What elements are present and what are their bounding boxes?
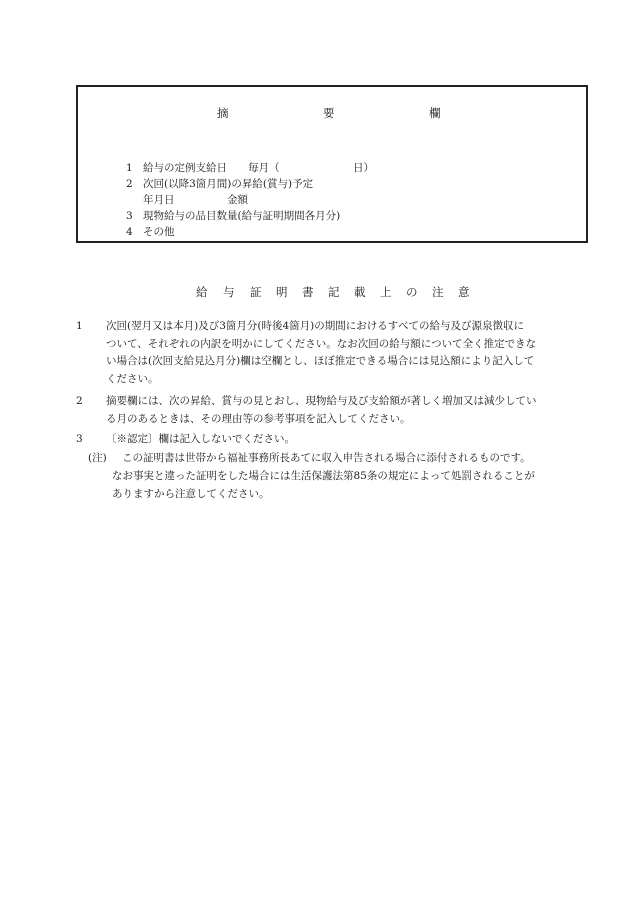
tekiyo-title-char: 摘: [217, 106, 229, 120]
notes-title-char: 載: [354, 285, 366, 299]
notes-title-char: 明: [276, 285, 288, 299]
tekiyo-box: [76, 85, 588, 243]
notes-title-char: 給: [196, 285, 208, 299]
tekiyo-item-text: その他: [143, 226, 175, 238]
notes-title-char: 上: [380, 285, 392, 299]
caution-note: [88, 450, 598, 506]
tekiyo-item-number: 4: [126, 226, 133, 238]
note-number: 1: [76, 320, 83, 332]
note-paragraph: [76, 431, 596, 449]
tekiyo-title: [78, 105, 586, 121]
tekiyo-title-char: 要: [323, 106, 335, 120]
tekiyo-item-number: 2: [126, 178, 133, 190]
notes-title-char: 意: [458, 285, 470, 299]
tekiyo-item: [106, 213, 175, 252]
note-line: ついて、それぞれの内訳を明かにしてください。なお次回の給与額について全く推定できな: [106, 337, 537, 350]
note-line: る月のあるときは、その理由等の参考事項を記入してください。: [106, 412, 411, 425]
tekiyo-item-text: 現物給与の品目数量(給与証明期間各月分): [143, 210, 341, 222]
tekiyo-item-text: 次回(以降3箇月間)の昇給(賞与)予定: [143, 178, 314, 190]
note-paragraph: [76, 393, 596, 429]
caution-label: (注): [88, 452, 107, 464]
notes-title-char: 記: [328, 285, 340, 299]
note-line: ください。: [106, 373, 159, 386]
tekiyo-item-text: 年月日 金額: [143, 194, 249, 206]
note-body: [106, 318, 596, 389]
note-number: 3: [76, 433, 83, 445]
notes-title-char: の: [406, 285, 418, 299]
note-line: 摘要欄には、次の昇給、賞与の見とおし、現物給与及び支給額が著しく増加又は減少してい: [106, 395, 537, 407]
tekiyo-item-text: 給与の定例支給日 毎月（ 日）: [143, 162, 375, 174]
notes-title-char: 与: [223, 285, 235, 299]
note-body: [106, 393, 596, 428]
caution-line: ありますから注意してください。: [112, 488, 270, 500]
note-line: 〔※認定〕欄は記入しないでください。: [106, 433, 295, 445]
note-body: [106, 431, 596, 449]
tekiyo-title-char: 欄: [429, 106, 441, 120]
caution-line: なお事実と違った証明をした場合には生活保護法第85条の規定によって処罰されることが: [112, 470, 535, 482]
notes-title-char: 証: [250, 285, 262, 299]
note-line: 次回(翌月又は本月)及び3箇月分(時後4箇月)の期間におけるすべての給与及び源泉徴収に: [106, 320, 525, 332]
tekiyo-item-number: 1: [126, 162, 133, 174]
note-paragraph: [76, 318, 596, 390]
notes-title-char: 書: [302, 285, 314, 299]
note-line: い場合は(次回支給見込月分)欄は空欄とし、ほぼ推定できる場合には見込額により記入して: [106, 355, 535, 368]
note-number: 2: [76, 395, 83, 407]
caution-line: この証明書は世帯から福祉事務所長あてに収入申告される場合に添付されるものです。: [122, 452, 531, 464]
notes-title-char: 注: [432, 285, 444, 299]
tekiyo-item-number: 3: [126, 210, 133, 222]
notes-title: [0, 284, 630, 300]
